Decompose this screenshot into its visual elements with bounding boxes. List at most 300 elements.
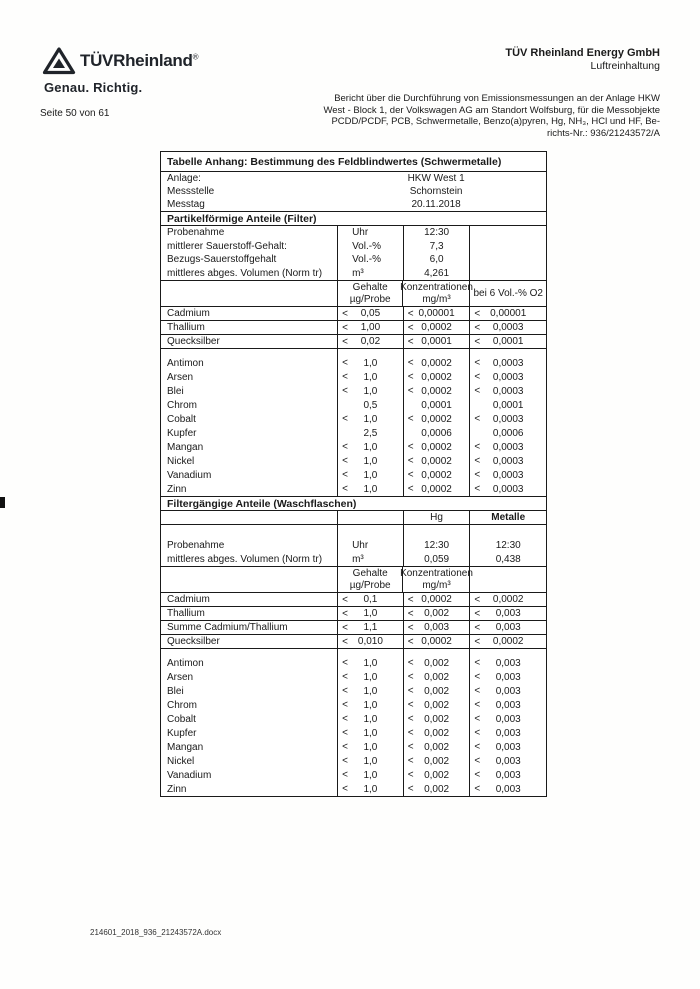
hg-cell — [403, 726, 470, 740]
less-than-sign: < — [474, 685, 481, 697]
less-than-sign: < — [474, 483, 481, 495]
gehalt-value: 0,05 — [360, 308, 381, 319]
gehalt-value: 1,0 — [363, 783, 378, 795]
metalle-value: 0,003 — [495, 622, 521, 633]
hg-cell — [403, 782, 470, 796]
metalle-value: 0,003 — [495, 699, 521, 711]
metalle-value: 0,003 — [495, 671, 521, 683]
section2-column-headers — [161, 567, 546, 593]
hg-cell — [403, 593, 470, 606]
info-unit — [337, 198, 403, 211]
konzentration-value: 0,0002 — [421, 357, 452, 369]
param-value-hg: 0,059 — [403, 553, 470, 567]
scan-artifact — [0, 497, 5, 508]
substance-name: Zinn — [167, 783, 187, 795]
less-than-sign: < — [407, 685, 414, 697]
info-value2 — [469, 172, 546, 185]
gehalt-cell — [337, 468, 403, 482]
substance-name: Zinn — [167, 483, 187, 495]
substance-name: Quecksilber — [167, 336, 220, 347]
table-row — [161, 656, 546, 670]
param-label: Probenahme — [167, 227, 225, 239]
less-than-sign: < — [474, 671, 481, 683]
info-label: Anlage: — [167, 173, 201, 184]
param-value: 4,261 — [403, 267, 470, 281]
less-than-sign: < — [474, 657, 481, 669]
gehalt-value: 1,0 — [363, 699, 378, 711]
konzentration-cell — [403, 321, 470, 334]
hg-value: 0,002 — [424, 671, 450, 683]
substance-name: Chrom — [167, 399, 198, 411]
registered-mark: ® — [192, 52, 199, 62]
hg-cell — [403, 656, 470, 670]
substance-name: Blei — [167, 685, 184, 697]
less-than-sign: < — [474, 699, 481, 711]
konzentration-value: 0,0002 — [421, 413, 452, 425]
less-than-sign: < — [342, 636, 348, 647]
hg-cell — [403, 635, 470, 648]
konzentration-value: 0,0002 — [421, 322, 452, 333]
gehalte-header — [337, 567, 403, 592]
substance-name: Antimon — [167, 357, 204, 369]
less-than-sign: < — [342, 699, 348, 711]
gehalt-cell — [337, 698, 403, 712]
param-label: mittleres abges. Volumen (Norm tr) — [167, 267, 323, 279]
table-row — [161, 607, 546, 621]
konzentration-value: 0,0002 — [421, 469, 452, 481]
empty-header-cell — [161, 281, 337, 306]
o2-cell — [469, 412, 546, 426]
gehalte-unit: µg/Probe — [349, 579, 391, 591]
table-row — [161, 370, 546, 384]
table-row — [161, 356, 546, 370]
gehalte-label: Gehalte — [352, 568, 388, 579]
table-row — [161, 384, 546, 398]
substance-name: Blei — [167, 385, 184, 397]
gehalt-cell — [337, 440, 403, 454]
param-value2 — [469, 226, 546, 240]
table-row — [161, 621, 546, 635]
empty-header-cell — [469, 567, 546, 592]
table-row — [161, 670, 546, 684]
less-than-sign: < — [342, 727, 348, 739]
table-row — [161, 768, 546, 782]
substance-name: Vanadium — [167, 469, 212, 481]
table-row — [161, 684, 546, 698]
less-than-sign: < — [407, 413, 414, 425]
table-row — [161, 782, 546, 796]
substance-name: Quecksilber — [167, 636, 220, 647]
gehalt-cell — [337, 754, 403, 768]
hg-value: 0,002 — [424, 769, 450, 781]
konzentration-cell — [403, 412, 470, 426]
param-row — [161, 267, 546, 281]
gehalt-cell — [337, 782, 403, 796]
less-than-sign: < — [474, 371, 481, 383]
konzentration-cell — [403, 370, 470, 384]
hg-cell — [403, 684, 470, 698]
table-row — [161, 398, 546, 412]
less-than-sign: < — [407, 769, 414, 781]
param-row — [161, 240, 546, 254]
metalle-cell — [469, 782, 546, 796]
less-than-sign: < — [474, 769, 481, 781]
o2-cell — [469, 440, 546, 454]
konzentration-value: 0,0002 — [421, 455, 452, 467]
brand-tagline: Genau. Richtig. — [44, 80, 143, 95]
gehalt-cell — [337, 656, 403, 670]
param-row — [161, 253, 546, 267]
gehalt-cell — [337, 740, 403, 754]
param-value: 7,3 — [403, 240, 470, 254]
param-label: Bezugs-Sauerstoffgehalt — [167, 254, 277, 266]
o2-cell — [469, 426, 546, 440]
less-than-sign: < — [474, 322, 481, 333]
section1-params — [161, 226, 546, 281]
table-row — [161, 740, 546, 754]
o2-cell — [469, 468, 546, 482]
table-row — [161, 712, 546, 726]
less-than-sign: < — [342, 469, 348, 481]
info-value2 — [469, 198, 546, 211]
gehalt-value: 1,0 — [363, 671, 378, 683]
table-row — [161, 307, 546, 321]
less-than-sign: < — [342, 357, 348, 369]
gehalt-value: 0,010 — [357, 636, 383, 647]
less-than-sign: < — [342, 483, 348, 495]
konzentration-cell — [403, 482, 470, 496]
gehalt-value: 1,1 — [363, 622, 378, 633]
hg-value: 0,002 — [424, 713, 450, 725]
konzentrationen-unit: mg/m³ — [422, 579, 451, 591]
hg-cell — [403, 740, 470, 754]
o2-value: 0,00001 — [490, 308, 527, 319]
hg-value: 0,002 — [424, 699, 450, 711]
table-row — [161, 468, 546, 482]
hg-cell — [403, 698, 470, 712]
less-than-sign: < — [342, 336, 348, 347]
metalle-cell — [469, 698, 546, 712]
table-row — [161, 454, 546, 468]
less-than-sign: < — [474, 308, 481, 319]
tuv-logo — [42, 46, 198, 95]
info-value2 — [469, 185, 546, 198]
gehalt-cell — [337, 621, 403, 634]
less-than-sign: < — [474, 594, 481, 605]
hg-value: 0,002 — [424, 741, 450, 753]
gehalte-header — [337, 281, 403, 306]
tuv-triangle-icon — [42, 46, 76, 76]
substance-name: Thallium — [167, 322, 205, 333]
param-value-hg: 12:30 — [403, 539, 470, 553]
table-row — [161, 426, 546, 440]
metalle-cell — [469, 726, 546, 740]
section1-column-headers — [161, 281, 546, 307]
gehalt-value: 1,0 — [363, 727, 378, 739]
spacer-row — [161, 349, 546, 356]
o2-value: 0,0003 — [492, 441, 524, 453]
substance-name: Nickel — [167, 755, 195, 767]
less-than-sign: < — [474, 636, 481, 647]
konzentration-value: 0,0001 — [421, 336, 452, 347]
param-unit: Vol.-% — [337, 240, 403, 254]
param-label: mittlerer Sauerstoff-Gehalt: — [167, 240, 287, 252]
konzentration-cell — [403, 440, 470, 454]
konzentration-cell — [403, 307, 470, 320]
info-label: Messstelle — [167, 186, 215, 197]
less-than-sign: < — [474, 413, 481, 425]
gehalte-unit: µg/Probe — [349, 293, 391, 305]
info-row — [161, 185, 546, 198]
hg-column-label: Hg — [403, 511, 470, 524]
o2-cell — [469, 370, 546, 384]
spacer-row — [161, 649, 546, 656]
o2-cell — [469, 356, 546, 370]
table-row — [161, 440, 546, 454]
section1-group-b — [161, 356, 546, 496]
less-than-sign: < — [474, 455, 481, 467]
info-row — [161, 198, 546, 211]
gehalt-value: 1,0 — [363, 741, 378, 753]
less-than-sign: < — [407, 636, 414, 647]
less-than-sign: < — [407, 322, 414, 333]
table-row — [161, 698, 546, 712]
substance-name: Kupfer — [167, 427, 197, 439]
gehalt-cell — [337, 712, 403, 726]
substance-name: Cadmium — [167, 308, 210, 319]
table-row — [161, 412, 546, 426]
less-than-sign: < — [407, 441, 414, 453]
hg-cell — [403, 621, 470, 634]
less-than-sign: < — [342, 441, 348, 453]
konzentration-value: 0,0002 — [421, 483, 452, 495]
param-unit: m³ — [337, 267, 403, 281]
param-value-metalle: 0,438 — [469, 553, 546, 567]
metalle-column-label: Metalle — [469, 511, 546, 524]
o2-value: 0,0003 — [492, 483, 524, 495]
info-value: HKW West 1 — [407, 173, 465, 184]
o2-cell — [469, 321, 546, 334]
info-row — [161, 172, 546, 185]
metalle-value: 0,003 — [495, 685, 521, 697]
hg-cell — [403, 670, 470, 684]
info-label: Messtag — [167, 199, 205, 210]
o2-value: 0,0003 — [492, 322, 524, 333]
gehalt-cell — [337, 482, 403, 496]
less-than-sign: < — [407, 308, 414, 319]
less-than-sign: < — [342, 685, 348, 697]
table-row — [161, 635, 546, 649]
konzentration-cell — [403, 468, 470, 482]
konzentrationen-header — [400, 567, 473, 592]
gehalt-cell — [337, 768, 403, 782]
gehalt-cell — [337, 670, 403, 684]
o2-value: 0,0001 — [492, 336, 524, 347]
konzentration-cell — [403, 335, 470, 348]
param-label: mittleres abges. Volumen (Norm tr) — [167, 553, 323, 565]
o2-value: 0,0003 — [492, 469, 524, 481]
param-row — [161, 539, 546, 553]
gehalt-value: 1,0 — [363, 608, 378, 619]
less-than-sign: < — [407, 713, 414, 725]
param-row — [161, 226, 546, 240]
gehalt-cell — [337, 356, 403, 370]
table-row — [161, 754, 546, 768]
metalle-value: 0,003 — [495, 713, 521, 725]
o2-value: 0,0006 — [492, 427, 524, 439]
substance-name: Kupfer — [167, 727, 197, 739]
o2-cell — [469, 398, 546, 412]
konzentration-value: 0,0002 — [421, 385, 452, 397]
section2-params — [161, 539, 546, 567]
substance-name: Cobalt — [167, 713, 196, 725]
metalle-cell — [469, 754, 546, 768]
metalle-value: 0,003 — [495, 741, 521, 753]
konzentration-cell — [403, 356, 470, 370]
metalle-cell — [469, 635, 546, 648]
less-than-sign: < — [474, 727, 481, 739]
less-than-sign: < — [407, 657, 414, 669]
less-than-sign: < — [474, 713, 481, 725]
less-than-sign: < — [407, 671, 414, 683]
table-row — [161, 321, 546, 335]
konzentrationen-unit: mg/m³ — [422, 293, 451, 305]
report-description-line: Bericht über die Durchführung von Emissionsmessungen an der Anlage HKW — [334, 93, 660, 104]
gehalt-cell — [337, 454, 403, 468]
less-than-sign: < — [342, 371, 348, 383]
report-table — [160, 151, 547, 797]
gehalt-cell — [337, 321, 403, 334]
gehalte-label: Gehalte — [352, 282, 388, 293]
metalle-cell — [469, 621, 546, 634]
hg-value: 0,002 — [424, 727, 450, 739]
gehalt-value: 0,5 — [363, 399, 378, 411]
info-value: Schornstein — [409, 186, 463, 197]
less-than-sign: < — [474, 441, 481, 453]
hg-cell — [403, 768, 470, 782]
section1-title: Partikelförmige Anteile (Filter) — [161, 211, 546, 226]
konzentrationen-header — [400, 281, 473, 306]
param-value: 12:30 — [403, 226, 470, 240]
less-than-sign: < — [407, 783, 414, 795]
param-value2 — [469, 253, 546, 267]
empty-header-cell — [161, 567, 337, 592]
gehalt-cell — [337, 307, 403, 320]
konzentrationen-label: Konzentrationen — [400, 282, 473, 293]
o2-cell — [469, 454, 546, 468]
gehalt-value: 1,0 — [363, 357, 378, 369]
substance-name: Chrom — [167, 699, 198, 711]
less-than-sign: < — [407, 385, 414, 397]
less-than-sign: < — [342, 322, 348, 333]
gehalt-value: 1,0 — [363, 755, 378, 767]
less-than-sign: < — [474, 357, 481, 369]
gehalt-value: 1,0 — [363, 769, 378, 781]
param-label: Probenahme — [167, 540, 225, 552]
company-name: TÜV Rheinland Energy GmbH — [505, 47, 660, 59]
konzentration-cell — [403, 426, 470, 440]
gehalt-value: 1,0 — [363, 413, 378, 425]
substance-name: Nickel — [167, 455, 195, 467]
less-than-sign: < — [474, 783, 481, 795]
hg-value: 0,0002 — [421, 594, 452, 605]
table-row — [161, 593, 546, 607]
info-rows — [161, 172, 546, 211]
less-than-sign: < — [407, 483, 414, 495]
report-description-line: richts-Nr.: 936/21243572/A — [546, 127, 660, 139]
section2-group-a — [161, 593, 546, 649]
less-than-sign: < — [407, 608, 414, 619]
substance-name: Mangan — [167, 441, 204, 453]
hg-value: 0,002 — [424, 657, 450, 669]
hg-cell — [403, 754, 470, 768]
info-unit — [337, 172, 403, 185]
param-unit: Uhr — [337, 539, 403, 553]
gehalt-cell — [337, 726, 403, 740]
less-than-sign: < — [407, 336, 414, 347]
less-than-sign: < — [474, 741, 481, 753]
table-row — [161, 482, 546, 496]
hg-value: 0,002 — [424, 608, 450, 619]
o2-value: 0,0003 — [492, 413, 524, 425]
section2-group-b — [161, 656, 546, 796]
page-number: Seite 50 von 61 — [40, 108, 110, 119]
o2-header-label: bei 6 Vol.-% O2 — [473, 287, 543, 299]
less-than-sign: < — [342, 622, 348, 633]
o2-cell — [469, 384, 546, 398]
metalle-cell — [469, 670, 546, 684]
metalle-value: 0,003 — [495, 608, 521, 619]
less-than-sign: < — [407, 727, 414, 739]
hg-value: 0,0002 — [421, 636, 452, 647]
less-than-sign: < — [342, 608, 348, 619]
less-than-sign: < — [342, 385, 348, 397]
table-row — [161, 726, 546, 740]
o2-cell — [469, 482, 546, 496]
less-than-sign: < — [342, 783, 348, 795]
metalle-value: 0,0002 — [492, 594, 524, 605]
param-value: 6,0 — [403, 253, 470, 267]
metalle-cell — [469, 740, 546, 754]
less-than-sign: < — [342, 769, 348, 781]
hg-cell — [403, 607, 470, 620]
o2-value: 0,0003 — [492, 385, 524, 397]
less-than-sign: < — [474, 608, 481, 619]
info-value: 20.11.2018 — [411, 199, 461, 210]
less-than-sign: < — [474, 622, 481, 633]
substance-name: Antimon — [167, 657, 204, 669]
gehalt-cell — [337, 684, 403, 698]
metalle-cell — [469, 712, 546, 726]
less-than-sign: < — [342, 455, 348, 467]
gehalt-cell — [337, 412, 403, 426]
gehalt-value: 1,0 — [363, 685, 378, 697]
gehalt-value: 1,00 — [360, 322, 381, 333]
gehalt-value: 0,02 — [360, 336, 381, 347]
param-unit: m³ — [337, 553, 403, 567]
o2-value: 0,0001 — [492, 399, 524, 411]
substance-name: Summe Cadmium/Thallium — [167, 622, 288, 633]
param-unit: Vol.-% — [337, 253, 403, 267]
hg-cell — [403, 712, 470, 726]
metalle-value: 0,003 — [495, 783, 521, 795]
konzentration-value: 0,0001 — [421, 399, 452, 411]
gehalt-value: 1,0 — [363, 469, 378, 481]
info-unit — [337, 185, 403, 198]
gehalt-value: 2,5 — [363, 427, 378, 439]
gehalt-value: 1,0 — [363, 441, 378, 453]
gehalt-cell — [337, 426, 403, 440]
